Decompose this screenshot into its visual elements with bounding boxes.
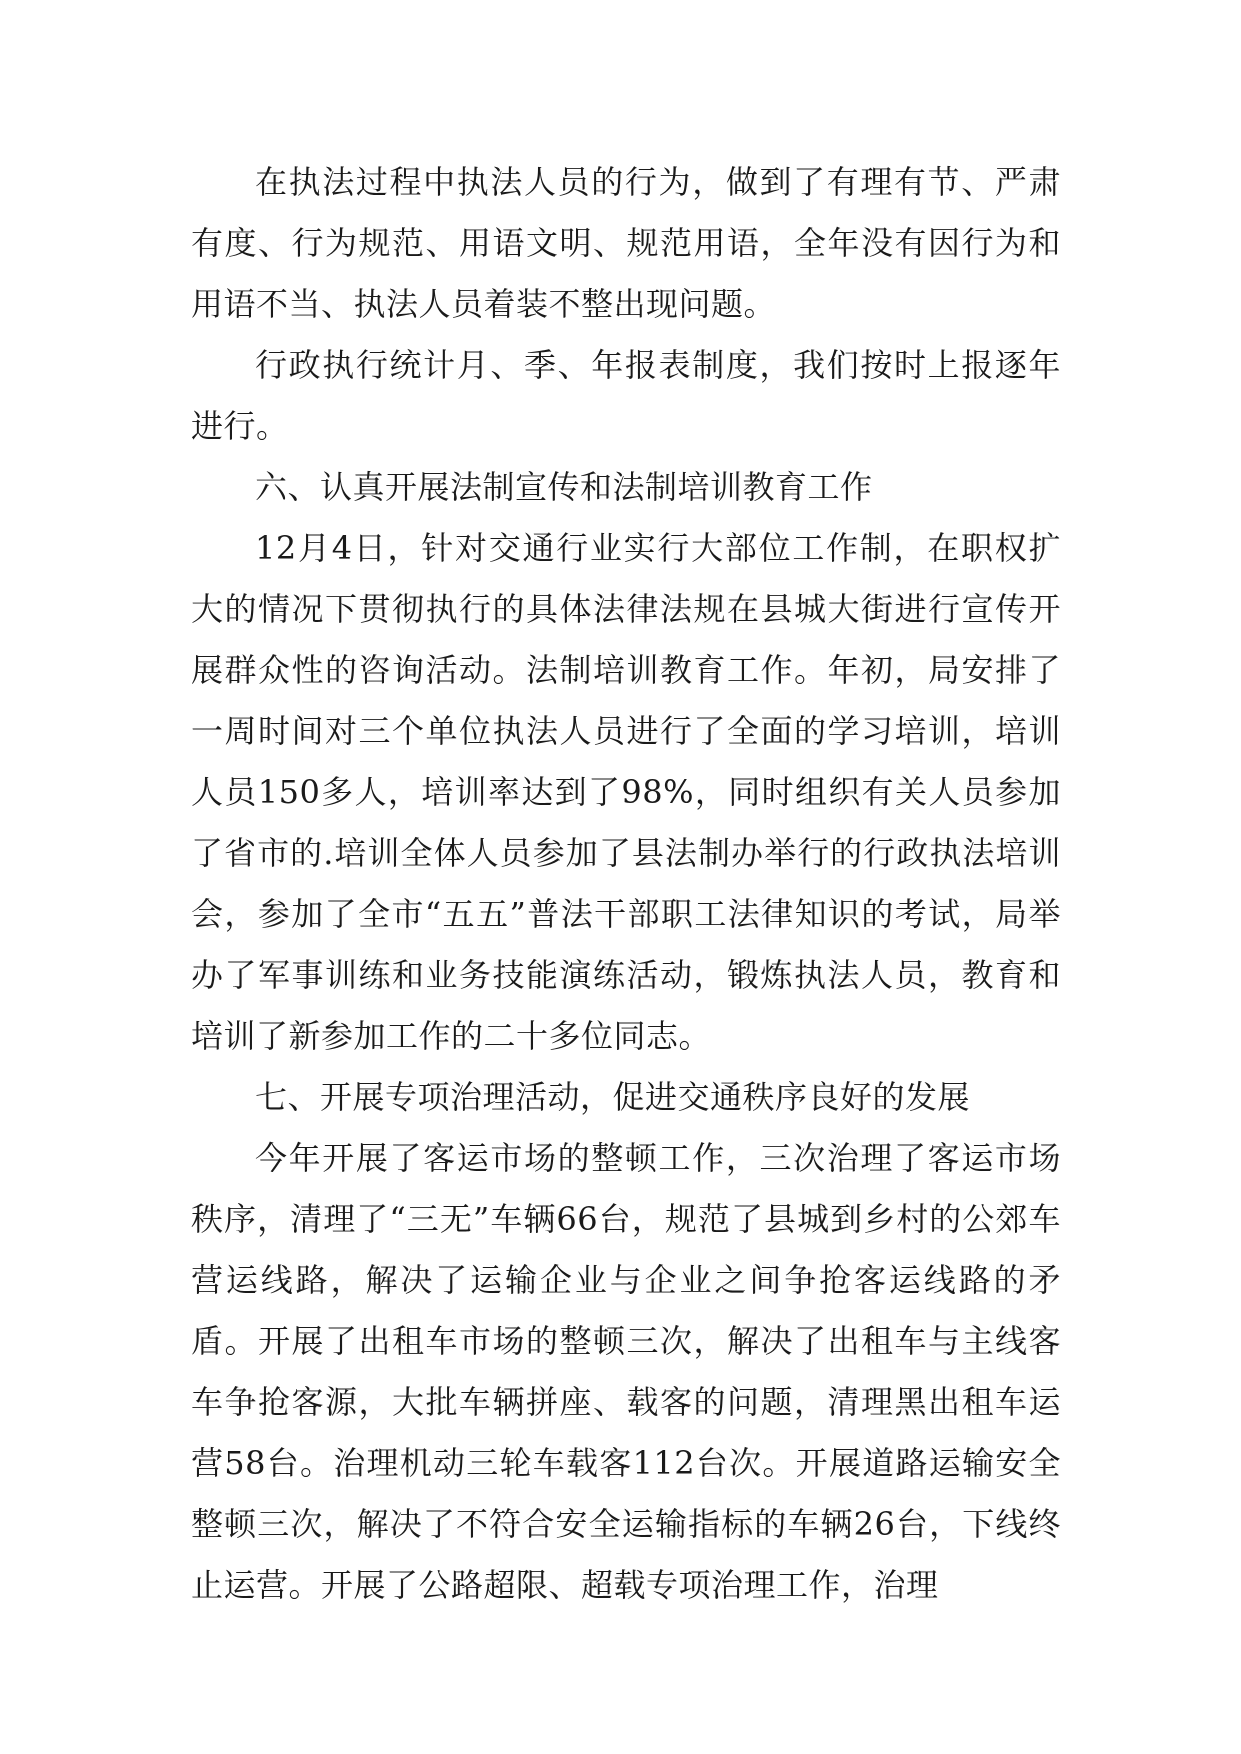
section-heading-seven: 七、开展专项治理活动，促进交通秩序良好的发展 <box>255 1078 971 1116</box>
paragraph-special-rectification: 今年开展了客运市场的整顿工作，三次治理了客运市场秩序，清理了“三无”车辆66台，规范了县城到乡村的公郊车营运线路，解决了运输企业与企业之间争抢客运线路的矛盾。开展了出租车市场的整顿三次，解决了出租车与主线客车争抢客源，大批车辆拼座、载客的问题，清理黑出租车运营58台。治理机动三轮车载客112台次。开展道路运输安全整顿三次，解决了不符合安全运输指标的车辆26台，下线终止运营。开展了公路超限、超载专项治理工作，治理 <box>191 1139 1061 1604</box>
section-heading-six: 六、认真开展法制宣传和法制培训教育工作 <box>255 468 873 506</box>
paragraph-enforcement-conduct: 在执法过程中执法人员的行为，做到了有理有节、严肃有度、行为规范、用语文明、规范用语，全年没有因行为和用语不当、执法人员着装不整出现问题。 <box>191 163 1061 323</box>
paragraph-legal-training: 12月4日，针对交通行业实行大部位工作制，在职权扩大的情况下贯彻执行的具体法律法规在县城大街进行宣传开展群众性的咨询活动。法制培训教育工作。年初，局安排了一周时间对三个单位执法人员进行了全面的学习培训，培训人员150多人，培训率达到了98%，同时组织有关人员参加了省市的.培训全体人员参加了县法制办举行的行政执法培训会，参加了全市“五五”普法干部职工法律知识的考试，局举办了军事训练和业务技能演练活动，锻炼执法人员，教育和培训了新参加工作的二十多位同志。 <box>191 529 1061 1055</box>
paragraph-statistics-reporting: 行政执行统计月、季、年报表制度，我们按时上报逐年进行。 <box>191 346 1061 445</box>
document-body <box>191 152 1061 1616</box>
